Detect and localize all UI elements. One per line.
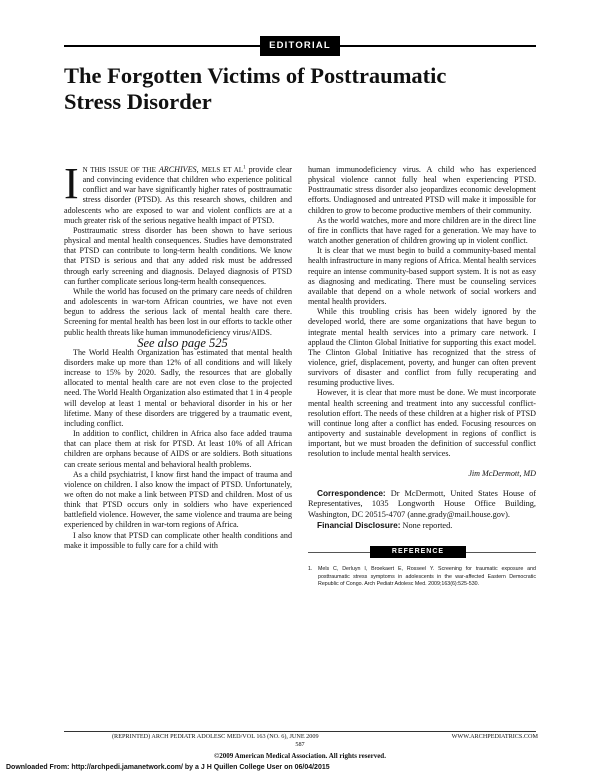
body-paragraph: The World Health Organization has estimated that mental health disorders make up more than 12% of all conditions and will likely increase to 15% by 2020. Sadly, the resources that are globally allocated to mental health care are not even close to the projected need. The World Health Organization also estimated that 1 in 4 people will develop at least 1 mental or behavioral disorder in his or her lifetime. Many of these disorders are triggered by a traumatic event, including conflict.: [64, 347, 292, 428]
footer-rule: [64, 731, 536, 732]
body-paragraph: As the world watches, more and more children are in the direct line of fire in conflicts that have raged for a generation. We may have to watch another generation of children growing up in violent conflict.: [308, 215, 536, 246]
title-line-2: Stress Disorder: [64, 89, 212, 114]
lead-smallcaps: N THIS ISSUE OF THE: [82, 166, 156, 174]
correspondence: [308, 488, 536, 521]
right-column: [308, 165, 536, 589]
footer-citation: (REPRINTED) ARCH PEDIATR ADOLESC MED/VOL 163 (NO. 6), JUNE 2009: [112, 733, 319, 740]
correspondence-label: Correspondence:: [317, 487, 386, 498]
financial-disclosure: [308, 520, 536, 532]
body-paragraph: Posttraumatic stress disorder has been shown to have serious physical and mental health consequences. Studies have demonstrated that PTSD can contribute to long-term health conditions. We know that PTSD is serious and that any added risk must be addressed through early screening and diagnosis. Delayed diagnosis of PTSD can further complicate serious long-term health consequences.: [64, 225, 292, 286]
disclosure-text: None reported.: [400, 521, 453, 531]
footer-website: WWW.ARCHPEDIATRICS.COM: [451, 733, 538, 740]
copyright-notice: ©2009 American Medical Association. All rights reserved.: [214, 752, 386, 760]
lead-rest: provide clear and convincing evidence that children who experience political conflict and war have significantly higher rates of posttraumatic stress disorder (PTSD). As this research shows, children and adolescents who are exposed to war and violent conflicts are at a much greater risk of the serious negative health impact of PTSD.: [64, 165, 293, 225]
lead-paragraph: I N THIS ISSUE OF THE ARCHIVES, MELS ET $AL^1$ provide clear and convincing evidence that children who experience political conflict and war have significantly higher rates of posttraumatic stress disorder (PTSD). As this research shows, children and adolescents who are exposed to war and violent conflicts are at a much greater risk of the serious negative health impact of PTSD.: [64, 159, 293, 225]
title-line-1: The Forgotten Victims of Posttraumatic: [64, 63, 447, 88]
page-number: 587: [295, 741, 305, 748]
body-paragraph: In addition to conflict, children in Africa also face added trauma that can place them at risk for PTSD. At least 10% of all African children are orphans because of AIDS or are soldiers. Both situations can create serious mental and behavioral health problems.: [64, 429, 292, 469]
body-paragraph: I also know that PTSD can complicate other health conditions and make it impossible to fully care for a child with: [64, 530, 292, 550]
section-label: EDITORIAL: [260, 36, 340, 56]
body-paragraph: While the world has focused on the primary care needs of children and adolescents in war-torn African countries, we have not even begun to address the serious lack of mental health care there. Screening for mental health has been lost in our efforts to tackle other public health threats like human immunodeficiency virus/AIDS.: [64, 286, 292, 337]
correspondence-text: Dr McDermott, United States House of Representatives, 1035 Longworth House Office Building, Washington, DC 20515-4707 (anne.grady@mail.house.gov).: [308, 488, 536, 519]
reference-number: 1.: [308, 566, 313, 573]
lead-citation: 1: [243, 165, 246, 171]
body-paragraph: As a child psychiatrist, I know first hand the impact of trauma and violence on children. I also know the impact of PTSD. Unfortunately, we often do not make a link between PTSD and children. Most of us think that PTSD occurs only in soldiers who have experienced battlefield violence. However, the same violence and trauma are being experienced by children in war-torn regions of Africa.: [64, 469, 292, 530]
disclosure-label: Financial Disclosure:: [317, 520, 401, 531]
body-paragraph: While this troubling crisis has been widely ignored by the developed world, there are some organizations that have begun to integrate mental health services into a primary care network. I applaud the Clinton Global Initiative for supporting this exact model. The Clinton Global Initiative has recognized that the stress of violence, grief, displacement, poverty, and hunger can often prevent survivors of disaster and conflict from fully recuperating and resuming productive lives.: [308, 307, 536, 388]
article-title: [64, 63, 484, 115]
reference-text: Mels C, Derluyn I, Broekaert E, Rosseel Y. Screening for traumatic exposure and posttraumatic stress symptoms in adolescents in the war-affected Eastern Democratic Republic of Congo. Arch Pediatr Adolesc Med. 2009;163(6):525-530.: [318, 566, 536, 588]
reference-label: REFERENCE: [370, 546, 466, 558]
lead-author: MELS ET AL: [201, 166, 244, 174]
body-paragraph: It is clear that we must begin to build a community-based mental health infrastructure in many regions of Africa. Mental health services require an intense community-based support system. It is not as easy as diagnosing and medicating. There must be counseling services available that depend on a whole network of social workers and mental health providers.: [308, 246, 536, 307]
lead-journal: ARCHIVES: [158, 165, 197, 174]
reference-header: [308, 546, 536, 558]
author-signature: Jim McDermott, MD: [468, 468, 536, 478]
drop-cap: I: [64, 159, 79, 208]
left-column: [64, 159, 293, 551]
body-paragraph: However, it is clear that more must be done. We must incorporate mental health screening and treatment into any successful conflict-resolution effort. The needs of these children at a higher risk of PTSD will continue long after a conflict has ended. Focusing resources on antipoverty and sustainable development in regions of conflict is important, but we must broaden the definition of successful conflict resolution to include mental health services.: [308, 388, 536, 459]
body-paragraph: human immunodeficiency virus. A child who has experienced physical violence cannot fully heal when experiencing PTSD. Posttraumatic stress disorder also jeopardizes economic development efforts. Undiagnosed and untreated PTSD will make it impossible for children to grow to become productive members of their community.: [308, 165, 536, 215]
download-note: Downloaded From: http://archpedi.jamanetwork.com/ by a J H Quillen College User on 06/04/2015: [6, 764, 330, 771]
see-also: See also page 525: [137, 335, 228, 350]
reference-item: [308, 566, 536, 589]
